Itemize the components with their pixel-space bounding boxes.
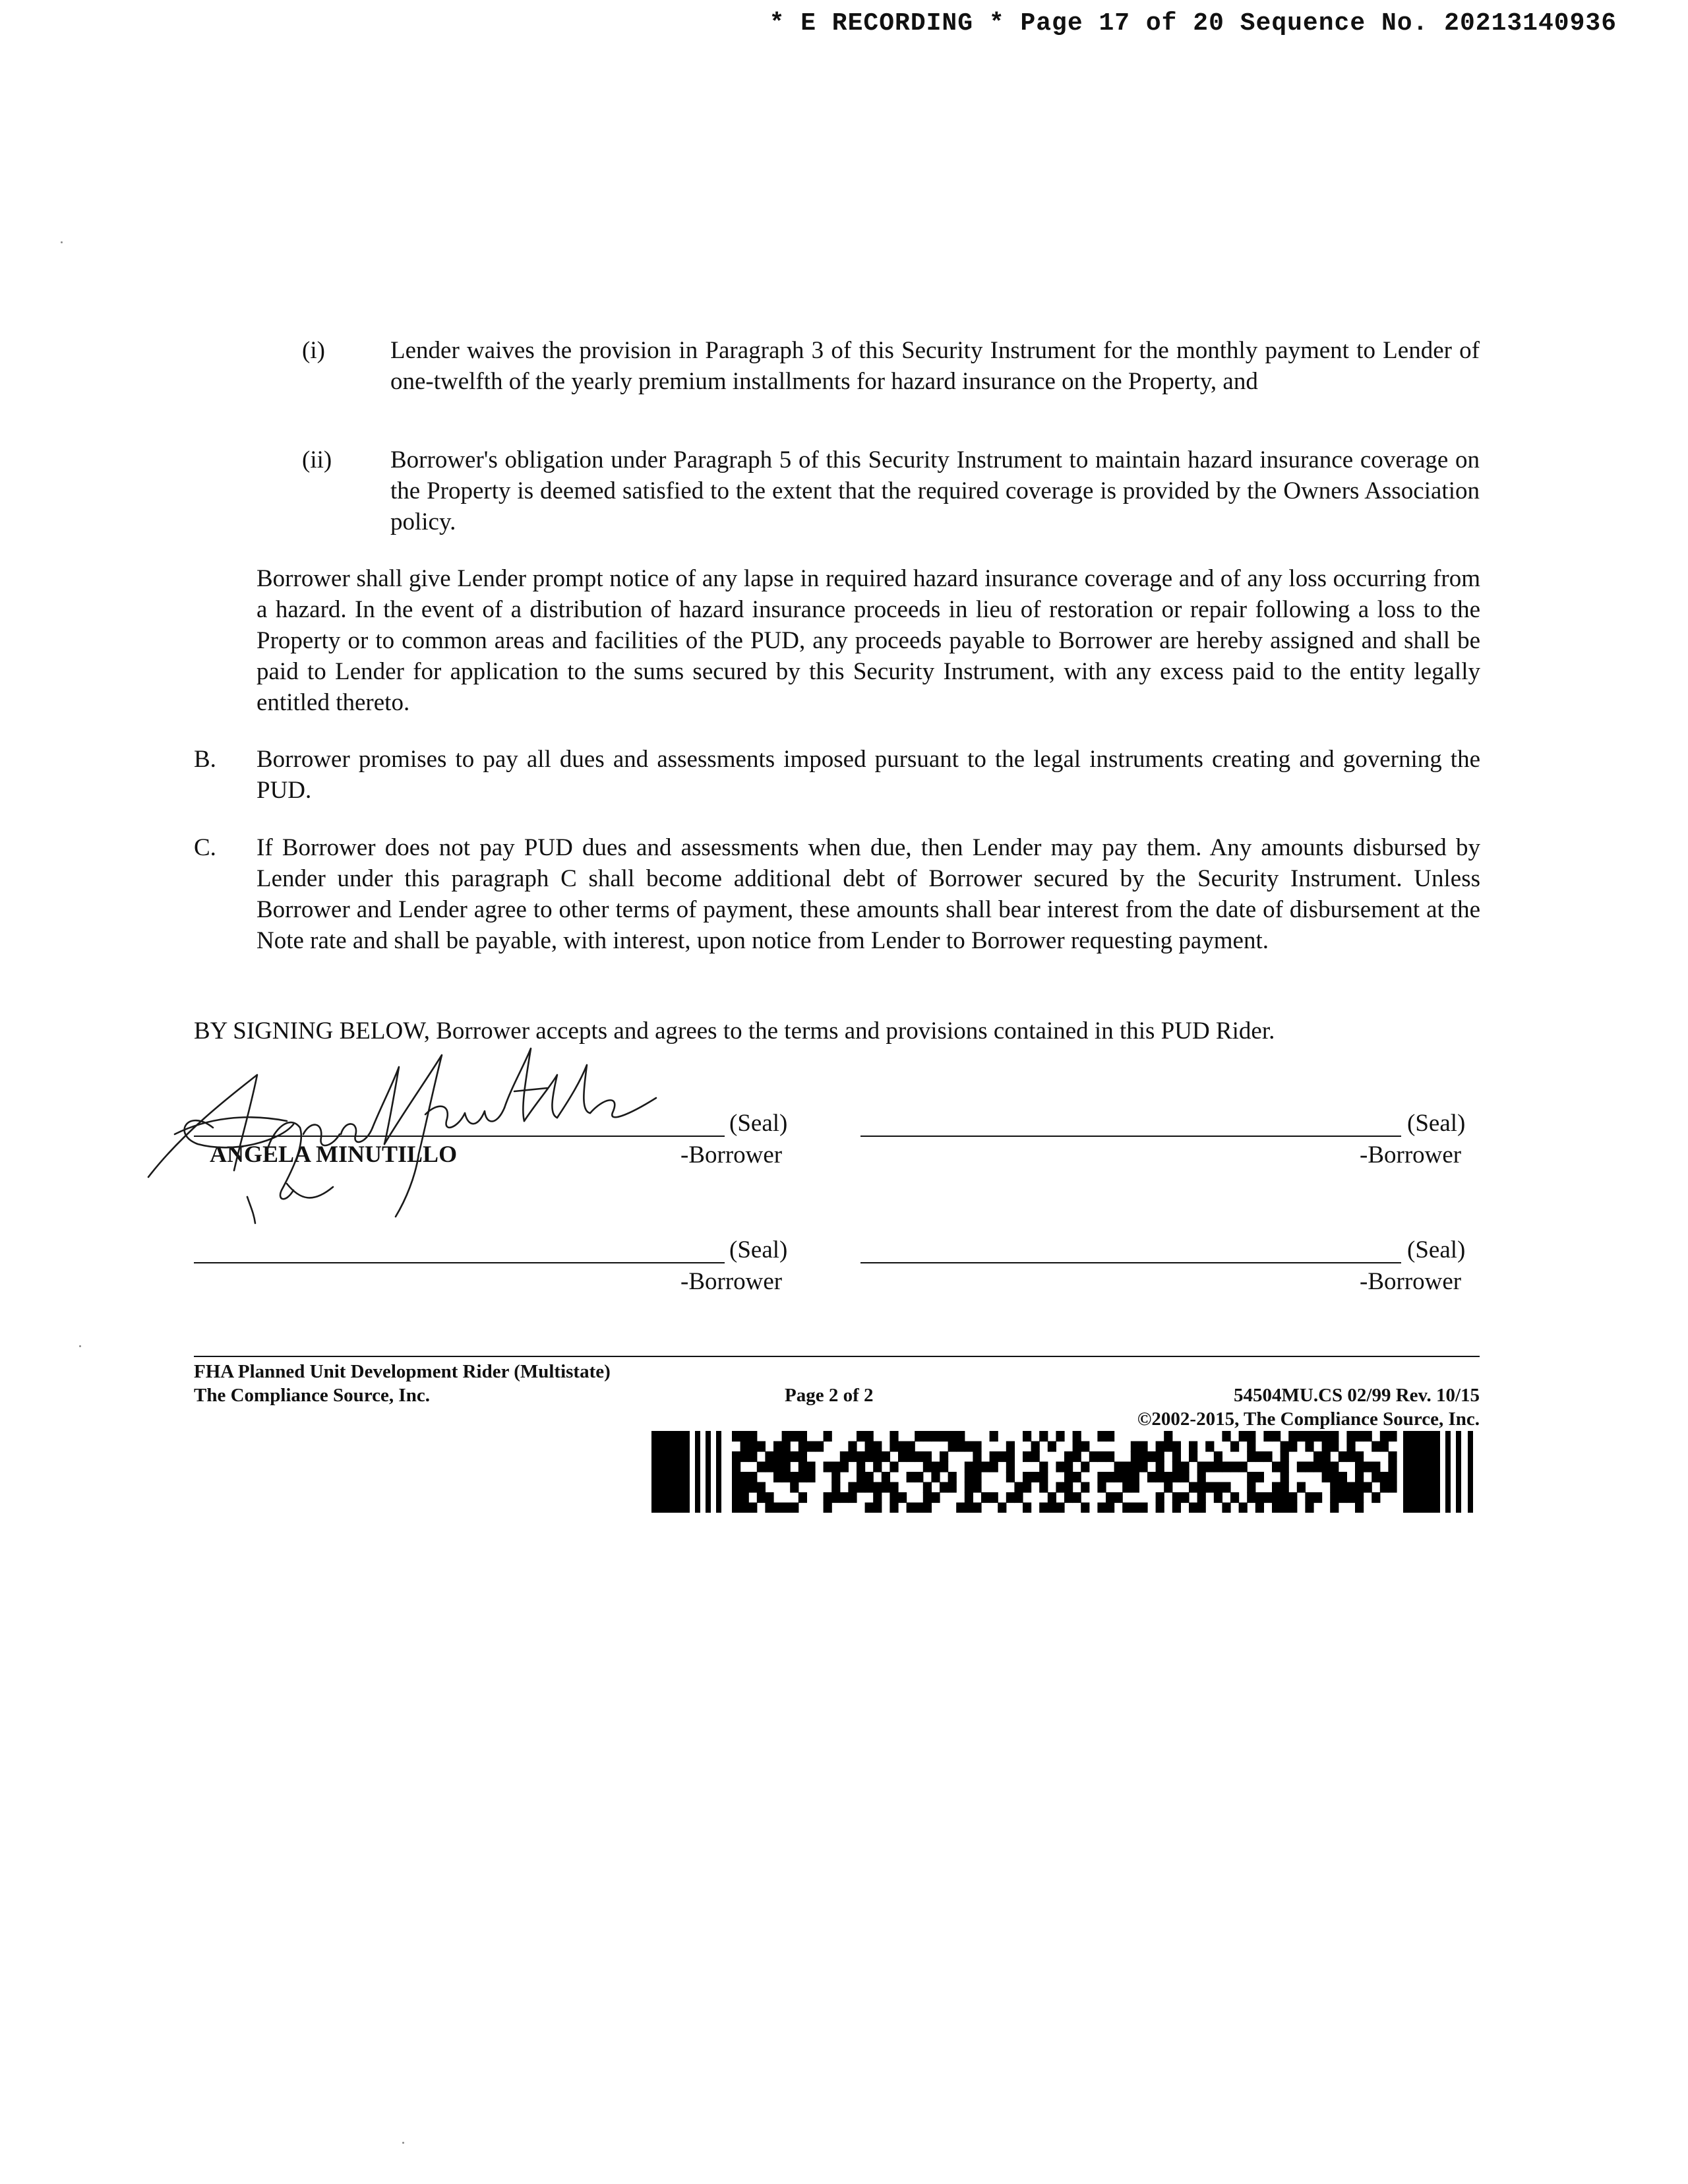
scan-speck xyxy=(402,2142,404,2144)
seal-label: (Seal) xyxy=(1407,1236,1466,1263)
borrower-label: -Borrower xyxy=(1360,1141,1462,1168)
subitem-text: Lender waives the provision in Paragraph 3 of this Security Instrument for the monthly payment to Lender of one-twelfth of the yearly premium installments for hazard insurance on the Property, and xyxy=(390,337,1480,395)
signature-line xyxy=(860,1136,1401,1137)
barcode xyxy=(651,1431,1480,1513)
borrower-label: -Borrower xyxy=(680,1268,783,1295)
subitem-marker: (i) xyxy=(302,337,325,364)
signature-line xyxy=(860,1262,1401,1263)
borrower-label: -Borrower xyxy=(1360,1268,1462,1295)
page-number: Page 2 of 2 xyxy=(785,1385,874,1406)
section-text: Borrower promises to pay all dues and assessments imposed pursuant to the legal instruments creating and governing the PUD. xyxy=(256,746,1480,804)
seal-label: (Seal) xyxy=(1407,1110,1466,1137)
recording-stamp: * E RECORDING * Page 17 of 20 Sequence No. 20213140936 xyxy=(769,9,1617,38)
footer-rule xyxy=(194,1356,1480,1357)
section-text: If Borrower does not pay PUD dues and assessments when due, then Lender may pay them. Any amounts disbursed by Lender under this paragraph C shall become additional debt of Borrower secured by the Security Instrument. Unless Borrower and Lender agree to other terms of payment, these amounts shall bear interest from the date of disbursement at the Note rate and shall be payable, with interest, upon notice from Lender to Borrower requesting payment. xyxy=(256,834,1480,954)
hazard-notice-paragraph: Borrower shall give Lender prompt notice of any lapse in required hazard insurance coverage and of any loss occurring from a hazard. In the event of a distribution of hazard insurance proceeds in lieu of restoration or repair following a loss to the Property or to common areas and facilities of the PUD, any proceeds payable to Borrower are hereby assigned and shall be paid to Lender for application to the sums secured by this Security Instrument, with any excess paid to the entity legally entitled thereto. xyxy=(256,565,1480,716)
borrower-label: -Borrower xyxy=(680,1141,783,1168)
handwritten-signature xyxy=(135,1035,702,1233)
signing-statement: BY SIGNING BELOW, Borrower accepts and agrees to the terms and provisions contained in this PUD Rider. xyxy=(194,1017,1275,1045)
scan-speck xyxy=(61,241,63,243)
section-marker: C. xyxy=(194,834,216,861)
scan-speck xyxy=(79,1345,81,1347)
subitem-text: Borrower's obligation under Paragraph 5 of this Security Instrument to maintain hazard insurance coverage on the Property is deemed satisfied to the extent that the required coverage is provided by the Owners Association policy. xyxy=(390,446,1480,535)
copyright: ©2002-2015, The Compliance Source, Inc. xyxy=(1137,1409,1480,1430)
company-name: The Compliance Source, Inc. xyxy=(194,1385,430,1406)
signature-line xyxy=(194,1262,725,1263)
form-code: 54504MU.CS 02/99 Rev. 10/15 xyxy=(1234,1385,1480,1406)
seal-label: (Seal) xyxy=(729,1110,788,1137)
signer-name: ANGELA MINUTILLO xyxy=(210,1141,458,1167)
form-title: FHA Planned Unit Development Rider (Multistate) xyxy=(194,1361,611,1382)
subitem-marker: (ii) xyxy=(302,446,332,473)
seal-label: (Seal) xyxy=(729,1236,788,1263)
section-marker: B. xyxy=(194,746,216,773)
